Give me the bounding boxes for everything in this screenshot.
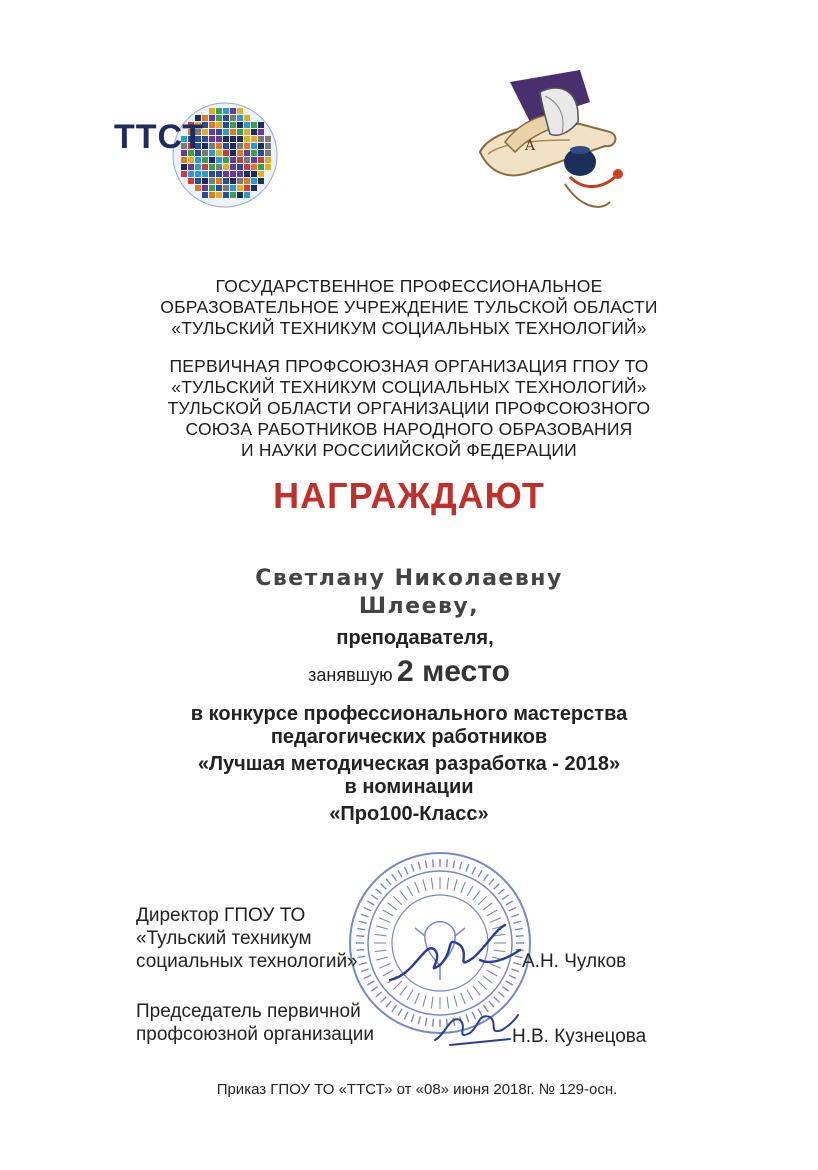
- logo-mosaic-tile: [223, 157, 229, 163]
- logo-mosaic-tile: [216, 115, 222, 121]
- logo-mosaic-tile: [237, 171, 243, 177]
- stamp-inner-glyph: [447, 878, 449, 890]
- logo-mosaic-tile: [216, 164, 222, 170]
- logo-mosaic-tile: [209, 143, 215, 149]
- stamp-inner-glyph: [415, 882, 420, 893]
- org1-line2: ОБРАЗОВАТЕЛЬНОЕ УЧРЕЖДЕНИЕ ТУЛЬСКОЙ ОБЛАСТИ: [160, 297, 658, 317]
- logo-mosaic-tile: [223, 143, 229, 149]
- org2-line3: ТУЛЬСКОЙ ОБЛАСТИ ОРГАНИЗАЦИИ ПРОФСОЮЗНОГО: [167, 398, 651, 418]
- logo-mosaic-tile: [237, 157, 243, 163]
- logo-mosaic-tile: [237, 185, 243, 191]
- director-signature: [385, 920, 525, 990]
- logo-mosaic-tile: [230, 178, 236, 184]
- org-name-block: [0, 276, 818, 339]
- logo-mosaic-tile: [230, 157, 236, 163]
- stamp-outer-glyph: [367, 981, 374, 985]
- stamp-inner-glyph: [415, 993, 420, 1004]
- logo-mosaic-tile: [202, 164, 208, 170]
- svg-text:A: A: [525, 138, 536, 154]
- logo-mosaic-tile: [202, 157, 208, 163]
- stamp-inner-glyph: [400, 891, 407, 901]
- logo-mosaic-tile: [251, 157, 257, 163]
- handwritten-signature-2-icon: [430, 1005, 520, 1050]
- logo-mosaic-tile: [237, 150, 243, 156]
- chair-title: [136, 1000, 374, 1046]
- stamp-outer-glyph: [357, 928, 365, 929]
- stamp-outer-glyph: [398, 870, 402, 877]
- quill-scroll-illustration: [470, 62, 630, 222]
- award-title: НАГРАЖДАЮТ: [273, 475, 545, 516]
- logo-mosaic-tile: [258, 143, 264, 149]
- logo-mosaic-tile: [230, 122, 236, 128]
- logo-mosaic-tile: [230, 185, 236, 191]
- logo-mosaic-tile: [209, 171, 215, 177]
- ttst-logo: [108, 100, 288, 210]
- logo-mosaic-tile: [258, 136, 264, 142]
- stamp-inner-glyph: [487, 910, 497, 916]
- stamp-outer-glyph: [381, 997, 387, 1003]
- stamp-outer-glyph: [371, 895, 378, 900]
- director-line1: Директор ГПОУ ТО: [136, 905, 306, 926]
- stamp-outer-glyph: [364, 908, 371, 911]
- logo-mosaic-tile: [251, 136, 257, 142]
- stamp-outer-glyph: [386, 879, 391, 885]
- logo-mosaic-tile: [237, 129, 243, 135]
- stamp-outer-glyph: [361, 969, 369, 972]
- stamp-outer-glyph: [386, 1001, 391, 1007]
- stamp-outer-glyph: [453, 860, 454, 868]
- logo-mosaic-tile: [251, 185, 257, 191]
- union-name-block: [0, 356, 818, 461]
- stamp-outer-glyph: [371, 987, 378, 992]
- stamp-outer-glyph: [392, 874, 397, 881]
- logo-mosaic-tile: [251, 178, 257, 184]
- logo-mosaic-tile: [216, 185, 222, 191]
- stamp-inner-glyph: [407, 990, 413, 1000]
- stamp-inner-glyph: [478, 896, 486, 904]
- logo-mosaic-tile: [181, 164, 187, 170]
- quill-inkwell-icon: [470, 62, 630, 222]
- logo-mosaic-tile: [216, 122, 222, 128]
- org1-line1: ГОСУДАРСТВЕННОЕ ПРОФЕССИОНАЛЬНОЕ: [215, 276, 603, 296]
- contest-line4: в номинации: [344, 776, 474, 798]
- stamp-outer-glyph: [392, 1005, 397, 1012]
- contest-block: [0, 703, 818, 826]
- chair-line1: Председатель первичной: [136, 1001, 361, 1022]
- logo-mosaic-tile: [209, 150, 215, 156]
- recipient-name-line1: Светлану Николаевну: [255, 566, 563, 591]
- stamp-outer-glyph: [506, 901, 513, 905]
- place-value: 2 место: [397, 655, 510, 688]
- logo-mosaic-tile: [244, 143, 250, 149]
- logo-mosaic-tile: [237, 136, 243, 142]
- stamp-outer-glyph: [498, 889, 504, 894]
- contest-line2: педагогических работников: [270, 726, 548, 748]
- stamp-outer-glyph: [398, 1009, 402, 1016]
- logo-mosaic-tile: [244, 129, 250, 135]
- logo-mosaic-tile: [230, 150, 236, 156]
- logo-mosaic-tile: [237, 178, 243, 184]
- logo-mosaic-tile: [244, 164, 250, 170]
- stamp-outer-glyph: [405, 867, 408, 874]
- logo-mosaic-tile: [244, 178, 250, 184]
- logo-mosaic-tile: [258, 150, 264, 156]
- logo-mosaic-tile: [258, 164, 264, 170]
- logo-mosaic-tile: [258, 178, 264, 184]
- director-title: [136, 904, 358, 973]
- logo-mosaic-tile: [209, 185, 215, 191]
- stamp-outer-glyph: [361, 914, 369, 917]
- logo-mosaic-tile: [195, 178, 201, 184]
- logo-mosaic-tile: [209, 136, 215, 142]
- logo-mosaic-tile: [244, 122, 250, 128]
- stamp-inner-glyph: [383, 910, 393, 916]
- stamp-outer-glyph: [425, 860, 426, 868]
- logo-mosaic-tile: [237, 164, 243, 170]
- logo-mosaic-tile: [230, 143, 236, 149]
- logo-mosaic-tile: [244, 150, 250, 156]
- director-name: А.Н. Чулков: [522, 951, 627, 972]
- stamp-outer-glyph: [433, 859, 434, 867]
- logo-mosaic-tile: [244, 157, 250, 163]
- stamp-outer-glyph: [425, 1018, 426, 1026]
- logo-mosaic-tile: [195, 185, 201, 191]
- stamp-inner-glyph: [393, 896, 401, 904]
- logo-mosaic-tile: [209, 157, 215, 163]
- stamp-outer-glyph: [359, 921, 367, 923]
- order-reference: Приказ ГПОУ ТО «ТТСТ» от «08» июня 2018г. № 129-осн.: [216, 1081, 618, 1098]
- logo-mosaic-tile: [195, 171, 201, 177]
- logo-mosaic-tile: [258, 171, 264, 177]
- stamp-outer-glyph: [509, 908, 516, 911]
- stamp-inner-glyph: [483, 903, 493, 910]
- logo-mosaic-tile: [251, 122, 257, 128]
- logo-mosaic-tile: [223, 115, 229, 121]
- org2-line1: ПЕРВИЧНАЯ ПРОФСОЮЗНАЯ ОРГАНИЗАЦИЯ ГПОУ ТО: [169, 356, 649, 376]
- logo-mosaic-tile: [223, 192, 229, 198]
- logo-mosaic-tile: [244, 171, 250, 177]
- logo-mosaic-tile: [251, 171, 257, 177]
- logo-mosaic-tile: [251, 129, 257, 135]
- org1-line3: «ТУЛЬСКИЙ ТЕХНИКУМ СОЦИАЛЬНЫХ ТЕХНОЛОГИЙ»: [171, 318, 647, 338]
- logo-mosaic-tile: [188, 164, 194, 170]
- logo-mosaic-tile: [202, 171, 208, 177]
- stamp-outer-glyph: [489, 879, 494, 885]
- logo-mosaic-tile: [237, 192, 243, 198]
- logo-mosaic-tile: [230, 164, 236, 170]
- logo-mosaic-tile: [188, 157, 194, 163]
- logo-mosaic-tile: [202, 185, 208, 191]
- logo-mosaic-tile: [202, 178, 208, 184]
- stamp-outer-glyph: [381, 884, 387, 890]
- stamp-inner-glyph: [467, 990, 473, 1000]
- logo-mosaic-tile: [223, 122, 229, 128]
- stamp-outer-glyph: [511, 914, 519, 917]
- logo-mosaic-tile: [195, 164, 201, 170]
- logo-mosaic-tile: [223, 164, 229, 170]
- logo-mosaic-tile: [216, 192, 222, 198]
- stamp-outer-glyph: [494, 997, 500, 1003]
- logo-mosaic-tile: [244, 192, 250, 198]
- logo-mosaic-tile: [216, 136, 222, 142]
- chair-line2: профсоюзной организации: [136, 1024, 374, 1045]
- logo-mosaic-tile: [216, 129, 222, 135]
- stamp-inner-glyph: [461, 993, 466, 1004]
- stamp-inner-glyph: [431, 878, 433, 890]
- stamp-outer-glyph: [460, 862, 462, 870]
- logo-mosaic-tile: [209, 108, 215, 114]
- director-line3: социальных технологий»: [136, 951, 358, 972]
- logo-mosaic-tile: [202, 192, 208, 198]
- org2-line4: СОЮЗА РАБОТНИКОВ НАРОДНОГО ОБРАЗОВАНИЯ: [185, 419, 633, 439]
- logo-mosaic-tile: [223, 136, 229, 142]
- logo-mosaic-tile: [230, 108, 236, 114]
- logo-mosaic-tile: [265, 164, 271, 170]
- stamp-inner-glyph: [454, 879, 457, 891]
- logo-mosaic-tile: [244, 115, 250, 121]
- logo-text: ТТСТ: [114, 118, 205, 156]
- stamp-outer-glyph: [418, 1016, 420, 1024]
- logo-mosaic-tile: [188, 171, 194, 177]
- logo-mosaic-tile: [209, 164, 215, 170]
- stamp-outer-glyph: [447, 859, 448, 867]
- contest-line3: «Лучшая методическая разработка - 2018»: [197, 753, 621, 775]
- logo-mosaic-tile: [265, 157, 271, 163]
- chair-name: Н.В. Кузнецова: [512, 1026, 647, 1047]
- logo-mosaic-tile: [230, 192, 236, 198]
- logo-mosaic-tile: [195, 157, 201, 163]
- logo-mosaic-tile: [244, 185, 250, 191]
- stamp-inner-glyph: [467, 886, 473, 896]
- logo-mosaic-tile: [223, 150, 229, 156]
- logo-mosaic-tile: [216, 108, 222, 114]
- logo-mosaic-tile: [237, 115, 243, 121]
- logo-mosaic-tile: [258, 122, 264, 128]
- org2-line2: «ТУЛЬСКИЙ ТЕХНИКУМ СОЦИАЛЬНЫХ ТЕХНОЛОГИЙ»: [171, 377, 647, 397]
- stamp-inner-glyph: [388, 903, 398, 910]
- logo-mosaic-tile: [265, 143, 271, 149]
- logo-mosaic-tile: [216, 178, 222, 184]
- logo-mosaic-tile: [251, 143, 257, 149]
- logo-mosaic-tile: [181, 171, 187, 177]
- chair-signature: [430, 1005, 520, 1050]
- place-line: [0, 655, 818, 689]
- logo-mosaic-tile: [265, 136, 271, 142]
- stamp-outer-glyph: [498, 992, 504, 997]
- logo-mosaic-tile: [230, 171, 236, 177]
- logo-mosaic-tile: [216, 171, 222, 177]
- stamp-outer-glyph: [376, 889, 382, 894]
- logo-mosaic-tile: [237, 122, 243, 128]
- stamp-outer-glyph: [472, 867, 475, 874]
- logo-mosaic-tile: [223, 185, 229, 191]
- logo-mosaic-tile: [258, 129, 264, 135]
- stamp-outer-glyph: [478, 870, 482, 877]
- logo-mosaic-tile: [223, 129, 229, 135]
- stamp-outer-glyph: [466, 864, 469, 872]
- stamp-outer-glyph: [484, 874, 489, 881]
- stamp-inner-glyph: [407, 886, 413, 896]
- stamp-outer-glyph: [367, 901, 374, 905]
- handwritten-signature-icon: [385, 920, 525, 990]
- stamp-outer-glyph: [411, 1014, 414, 1022]
- stamp-outer-glyph: [359, 963, 367, 965]
- logo-mosaic-tile: [181, 157, 187, 163]
- logo-mosaic-tile: [209, 129, 215, 135]
- logo-mosaic-tile: [216, 143, 222, 149]
- logo-mosaic-tile: [230, 136, 236, 142]
- logo-mosaic-tile: [237, 108, 243, 114]
- director-line2: «Тульский техникум: [136, 928, 312, 949]
- stamp-outer-glyph: [502, 895, 509, 900]
- stamp-inner-glyph: [461, 882, 466, 893]
- recipient-name-line2: Шлееву,: [358, 594, 480, 619]
- logo-mosaic-tile: [223, 178, 229, 184]
- stamp-inner-glyph: [473, 891, 480, 901]
- logo-mosaic-tile: [251, 164, 257, 170]
- recipient-position: преподавателя,: [336, 627, 494, 649]
- stamp-inner-glyph: [423, 995, 426, 1007]
- org2-line5: И НАУКИ РОССИИЙСКОЙ ФЕДЕРАЦИИ: [241, 440, 577, 460]
- logo-mosaic-tile: [209, 192, 215, 198]
- logo-mosaic-tile: [237, 143, 243, 149]
- logo-mosaic-tile: [209, 115, 215, 121]
- stamp-outer-glyph: [357, 956, 365, 957]
- logo-mosaic-tile: [216, 150, 222, 156]
- stamp-outer-glyph: [494, 884, 500, 890]
- stamp-outer-glyph: [411, 864, 414, 872]
- logo-mosaic-tile: [223, 171, 229, 177]
- logo-mosaic-tile: [209, 122, 215, 128]
- stamp-inner-glyph: [423, 879, 426, 891]
- contest-line5: «Про100-Класс»: [329, 803, 489, 825]
- place-prefix: занявшую: [308, 665, 393, 685]
- stamp-outer-glyph: [364, 975, 371, 978]
- stamp-outer-glyph: [405, 1012, 408, 1019]
- logo-mosaic-tile: [258, 157, 264, 163]
- contest-line1: в конкурсе профессионального мастерства: [190, 703, 628, 725]
- logo-mosaic-tile: [223, 108, 229, 114]
- logo-mosaic-tile: [230, 115, 236, 121]
- logo-mosaic-tile: [230, 129, 236, 135]
- logo-mosaic-tile: [188, 178, 194, 184]
- stamp-outer-glyph: [418, 862, 420, 870]
- stamp-outer-glyph: [376, 992, 382, 997]
- logo-mosaic-tile: [209, 178, 215, 184]
- logo-mosaic-tile: [265, 150, 271, 156]
- logo-mosaic-tile: [216, 157, 222, 163]
- logo-mosaic-tile: [244, 136, 250, 142]
- logo-mosaic-tile: [251, 150, 257, 156]
